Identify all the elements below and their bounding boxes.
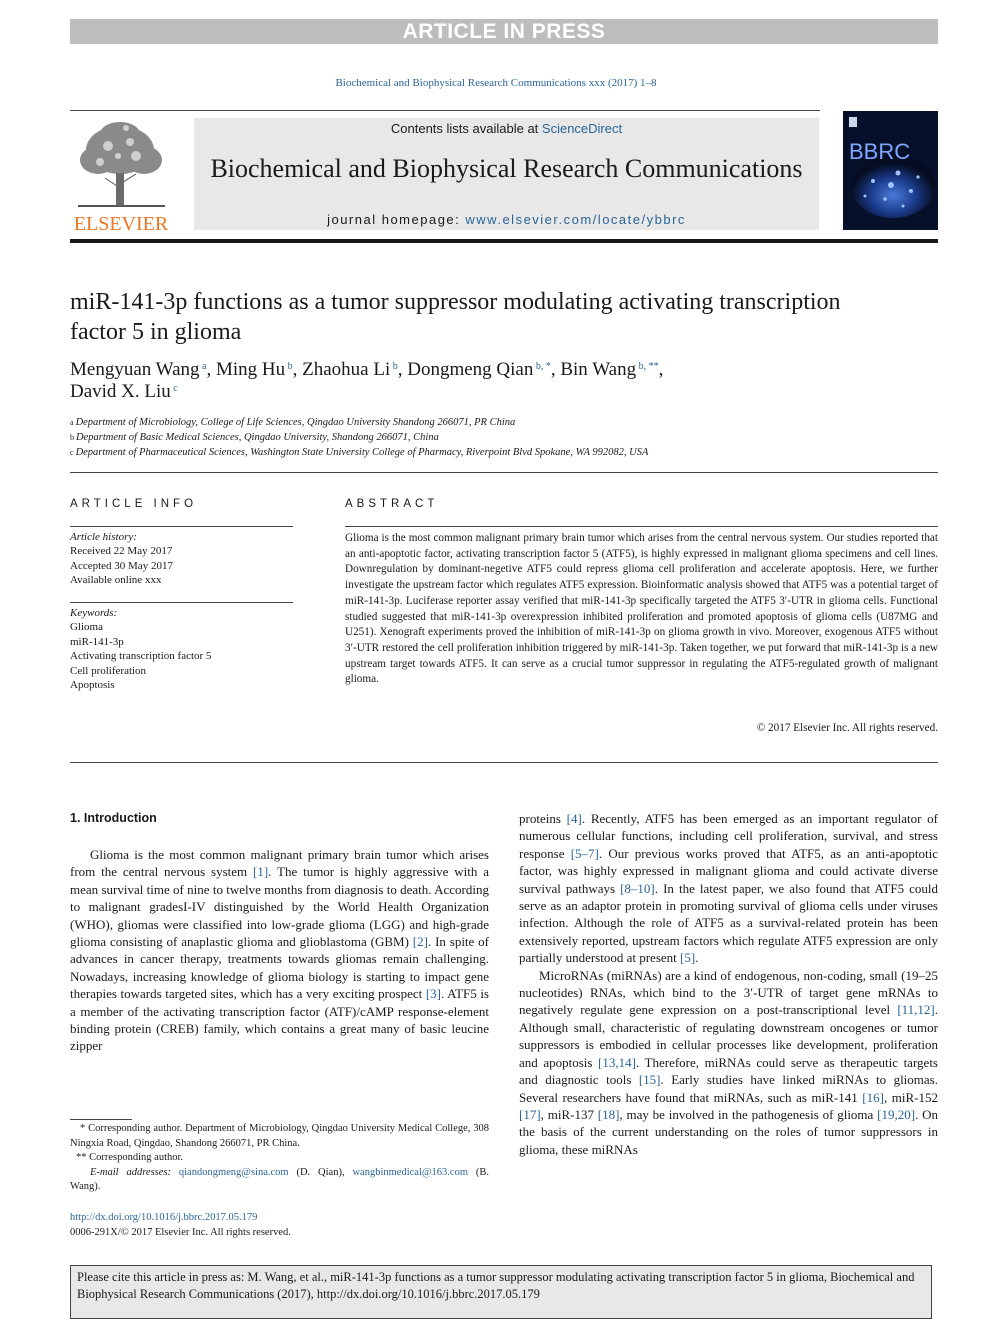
paragraph-text: , miR-152 xyxy=(883,1089,938,1105)
abstract-copyright: © 2017 Elsevier Inc. All rights reserved. xyxy=(756,722,938,734)
email-label: E-mail addresses: xyxy=(90,1166,179,1178)
paragraph-text: Glioma is the most common malignant primary brain tumor which arises from the central nervous system xyxy=(70,847,489,880)
citation-link[interactable]: [18] xyxy=(597,1106,620,1122)
article-history xyxy=(70,530,293,587)
affiliation-marker: c xyxy=(70,448,76,457)
doi-block xyxy=(70,1211,489,1240)
citation-link[interactable]: [17] xyxy=(519,1106,541,1122)
author-affiliation-marker[interactable]: b xyxy=(390,361,398,372)
intro-paragraph xyxy=(519,810,938,967)
abstract-rule xyxy=(345,526,938,527)
history-accepted: Accepted 30 May 2017 xyxy=(70,559,173,572)
paragraph-text: . ATF5 is a member of the activating transcription factor (ATF)/cAMP response-element binding protein (CREB) family, which contains a great many of basic leucine zipper xyxy=(70,986,489,1054)
author-affiliation-marker[interactable]: b, * xyxy=(533,361,551,372)
history-received: Received 22 May 2017 xyxy=(70,545,173,558)
citation-link[interactable]: [3] xyxy=(425,986,441,1002)
author-affiliation-marker[interactable]: a xyxy=(199,361,207,372)
masthead-rule xyxy=(70,239,938,243)
paragraph-text: . Therefore, miRNAs could serve as therapeutic targets and diagnostic tools xyxy=(519,1054,938,1088)
contents-prefix: Contents lists available at xyxy=(390,121,542,136)
affiliation-text: Department of Microbiology, College of Life Sciences, Qingdao University Shandong 266071, PR China xyxy=(75,417,516,428)
keywords-label: Keywords: xyxy=(70,607,118,619)
author-separator: , xyxy=(292,359,303,380)
author-name[interactable]: Dongmeng Qian xyxy=(407,359,534,380)
affiliation-item xyxy=(70,445,938,460)
abstract-text: Glioma is the most common malignant primary brain tumor which arises from the central nervous system. Our studies reported that an anti-apoptotic factor, activating transcription factor 5 (ATF5), is highly expressed in malignant glioma specimens and cell lines. Downregulation by dominant-negetive ATF5 could repress glioma cell proliferation and accelerate apoptosis. Here, we further investigate the upstream factor which regulates ATF5 expression. Bioinformatic analysis showed that ATF5 was a potential target of miR-141-3p. Luciferase reporter assay verified that miR-141-3p specifically targeted the ATF5 3′-UTR in glioma cells. Functional studied suggested that miR-141-3p overexpression inhibited proliferation and promoted apoptosis of glioma cells (U87MG and U251). Xenograft experiments proved the inhibition of miR-141-3p on glioma growth in vivo. Moreover, exogenous ATF5 without 3′-UTR restored the cell proliferation inhibition triggered by miR-141-3p. Taken together, we put forward that miR-141-3p is a new upstream target towards ATF5. It can serve as a crucial tumor suppressor in regulating the ATF5-regulated growth of malignant glioma. xyxy=(345,532,938,686)
abstract-heading: ABSTRACT xyxy=(345,498,439,510)
citation-link[interactable]: [4] xyxy=(566,811,582,826)
elsevier-wordmark: ELSEVIER xyxy=(73,213,169,234)
elsevier-logo[interactable] xyxy=(70,118,173,234)
journal-cover-image[interactable] xyxy=(843,111,938,230)
body-column-left xyxy=(70,846,489,1055)
author-separator: , xyxy=(658,359,664,380)
affiliation-marker: b xyxy=(70,433,76,442)
keyword-item: Glioma xyxy=(70,621,103,634)
intro-paragraph xyxy=(519,967,938,1158)
author-name[interactable]: Bin Wang xyxy=(560,359,637,380)
affiliation-item xyxy=(70,430,938,445)
affiliation-marker: a xyxy=(70,418,76,427)
affiliation-list xyxy=(70,415,938,460)
doi-link[interactable]: http://dx.doi.org/10.1016/j.bbrc.2017.05.179 xyxy=(70,1212,258,1223)
introduction-heading: 1. Introduction xyxy=(70,811,157,825)
body-column-right xyxy=(519,810,938,1158)
cite-this-article-box: Please cite this article in press as: M. Wang, et al., miR-141-3p functions as a tumor suppressor modulating activating transcription factor 5 in glioma, Biochemical and Biophysical Research Communications (2017), http://dx.doi.org/10.1016/j.bbrc.2017.05.179 xyxy=(70,1265,932,1319)
footnote-rule xyxy=(70,1119,132,1120)
header-rule xyxy=(70,110,820,111)
paragraph-text: , miR-137 xyxy=(540,1106,598,1122)
author-affiliation-marker[interactable]: b, ** xyxy=(636,361,659,372)
affiliation-rule xyxy=(70,472,938,473)
journal-homepage-line xyxy=(194,212,819,227)
issn-line: 0006-291X/© 2017 Elsevier Inc. All rights reserved. xyxy=(70,1226,291,1238)
paragraph-text: . xyxy=(695,950,699,966)
author-name[interactable]: Zhaohua Li xyxy=(302,359,391,380)
author-separator: , xyxy=(206,359,216,380)
sciencedirect-link[interactable]: ScienceDirect xyxy=(541,121,623,136)
author-name[interactable]: David X. Liu xyxy=(70,381,171,402)
citation-link[interactable]: [8–10] xyxy=(620,880,655,896)
citation-link[interactable]: [19,20] xyxy=(877,1106,916,1122)
paragraph-text: . Early studies have linked miRNAs to gliomas. Several researchers have found that miRNAs, such as miR-141 xyxy=(519,1072,938,1105)
article-info-heading: ARTICLE INFO xyxy=(70,498,198,510)
citation-link[interactable]: [5–7] xyxy=(570,845,599,861)
paragraph-text: . On the basis of the current understanding on the roles of tumor suppressors in glioma, these miRNAs xyxy=(519,1106,938,1157)
citation-link[interactable]: [2] xyxy=(412,934,428,950)
corresponding-author-2: ** Corresponding author. xyxy=(76,1152,184,1163)
keyword-item: Activating transcription factor 5 xyxy=(70,650,212,663)
keywords-block xyxy=(70,606,293,692)
author-affiliation-marker[interactable]: c xyxy=(170,383,178,394)
affiliation-text: Department of Basic Medical Sciences, Qingdao University, Shandong 266071, China xyxy=(76,432,439,443)
paragraph-text: . The tumor is highly aggressive with a mean survival time of nine to twelve months from diagnosis to death. According to malignant gradesI-IV distinguished by the World Health Organization (WHO), gliomas were classified into low-grade glioma (LGG) and high-grade glioma consisting of anaplastic glioma and glioblastoma (GBM) xyxy=(70,864,489,950)
article-title: miR-141-3p functions as a tumor suppressor modulating activating transcription factor 5 in glioma xyxy=(70,289,841,345)
homepage-prefix: journal homepage: xyxy=(327,212,466,227)
author-name[interactable]: Mengyuan Wang xyxy=(70,359,200,380)
author-separator: , xyxy=(550,359,561,380)
citation-link[interactable]: [1] xyxy=(253,864,269,880)
author-list xyxy=(70,359,938,403)
intro-paragraph xyxy=(70,846,489,1055)
affiliation-item xyxy=(70,415,938,430)
abstract-end-rule xyxy=(70,762,938,763)
paragraph-text: . In the latest paper, we also found that ATF5 could serve as an adaptor protein in promoting survival of glioma cells under viruses infection. Although the role of ATF5 as a survival-related protein has been extensively reported, upstream factors which regulate ATF5 expression are only partially understood at present xyxy=(519,880,938,966)
paragraph-text: . Our previous works proved that ATF5, as an anti-apoptotic factor, was highly expressed in malignant glioma and could activate diverse survival pathways xyxy=(519,845,938,896)
article-in-press-banner: ARTICLE IN PRESS xyxy=(70,19,938,44)
contents-line xyxy=(194,121,819,136)
history-online: Available online xxx xyxy=(70,573,162,586)
citation-link[interactable]: [16] xyxy=(862,1089,884,1105)
journal-title: Biochemical and Biophysical Research Communications xyxy=(210,154,803,183)
homepage-link[interactable]: www.elsevier.com/locate/ybbrc xyxy=(465,212,686,227)
corresponding-author-1: * Corresponding author. Department of Microbiology, Qingdao University Medical College, 308 Ningxia Road, Qingdao, Shandong 266071, PR China. xyxy=(70,1123,489,1149)
keyword-item: miR-141-3p xyxy=(70,635,124,648)
footnotes xyxy=(70,1122,489,1195)
email-link-qian[interactable]: qiandongmeng@sina.com xyxy=(178,1166,289,1178)
paragraph-text: . Recently, ATF5 has been emerged as an important regulator of numerous cellular functions, including cell proliferation, survival, and stress response xyxy=(519,811,938,861)
citation-link[interactable]: [5] xyxy=(680,950,696,966)
journal-reference-link[interactable]: Biochemical and Biophysical Research Communications xxx (2017) 1–8 xyxy=(335,77,657,89)
citation-link[interactable]: [11,12] xyxy=(897,1002,935,1018)
paragraph-text: . Although small, characteristic of regulating downstream oncogenes or tumor suppressors is embodied in cellular processes like development, proliferation and apoptosis xyxy=(519,1002,938,1070)
author-affiliation-marker[interactable]: b xyxy=(285,361,293,372)
keyword-item: Apoptosis xyxy=(70,679,115,692)
paragraph-text: . In spite of advances in cancer therapy, treatments towards gliomas remain challenging. Nowadays, increasing knowledge of glioma biology is starting to impact gene therapies towards targeted sites, which has a very exciting prospect xyxy=(70,934,489,1002)
keywords-rule xyxy=(70,602,293,603)
email-link-wang[interactable]: wangbinmedical@163.com xyxy=(352,1166,468,1178)
cover-art xyxy=(843,111,938,230)
paragraph-text: , may be involved in the pathogenesis of glioma xyxy=(619,1106,878,1122)
author-name[interactable]: Ming Hu xyxy=(215,359,286,380)
paragraph-text: MicroRNAs (miRNAs) are a kind of endogenous, non-coding, small (19–25 nucleotides) RNAs, which bind to the 3′-UTR of target gene mRNAs to negatively regulate gene expression on a post-transcriptional level xyxy=(519,967,938,1018)
author-separator: , xyxy=(397,359,408,380)
cover-title: BBRC xyxy=(849,139,911,164)
article-info-rule xyxy=(70,526,293,527)
citation-link[interactable]: [13,14] xyxy=(598,1054,636,1070)
paragraph-text: proteins xyxy=(519,811,567,826)
email-owner-wang: (B. Wang). xyxy=(70,1166,489,1192)
keyword-item: Cell proliferation xyxy=(70,664,147,677)
email-addresses xyxy=(70,1166,489,1195)
history-label: Article history: xyxy=(70,531,137,543)
elsevier-tree-icon xyxy=(70,118,173,234)
citation-link[interactable]: [15] xyxy=(638,1072,661,1088)
affiliation-text: Department of Pharmaceutical Sciences, Washington State University College of Pharmacy, Riverpoint Blvd Spokane, WA 992082, USA xyxy=(75,447,649,458)
email-owner-qian: (D. Qian), xyxy=(288,1166,353,1178)
